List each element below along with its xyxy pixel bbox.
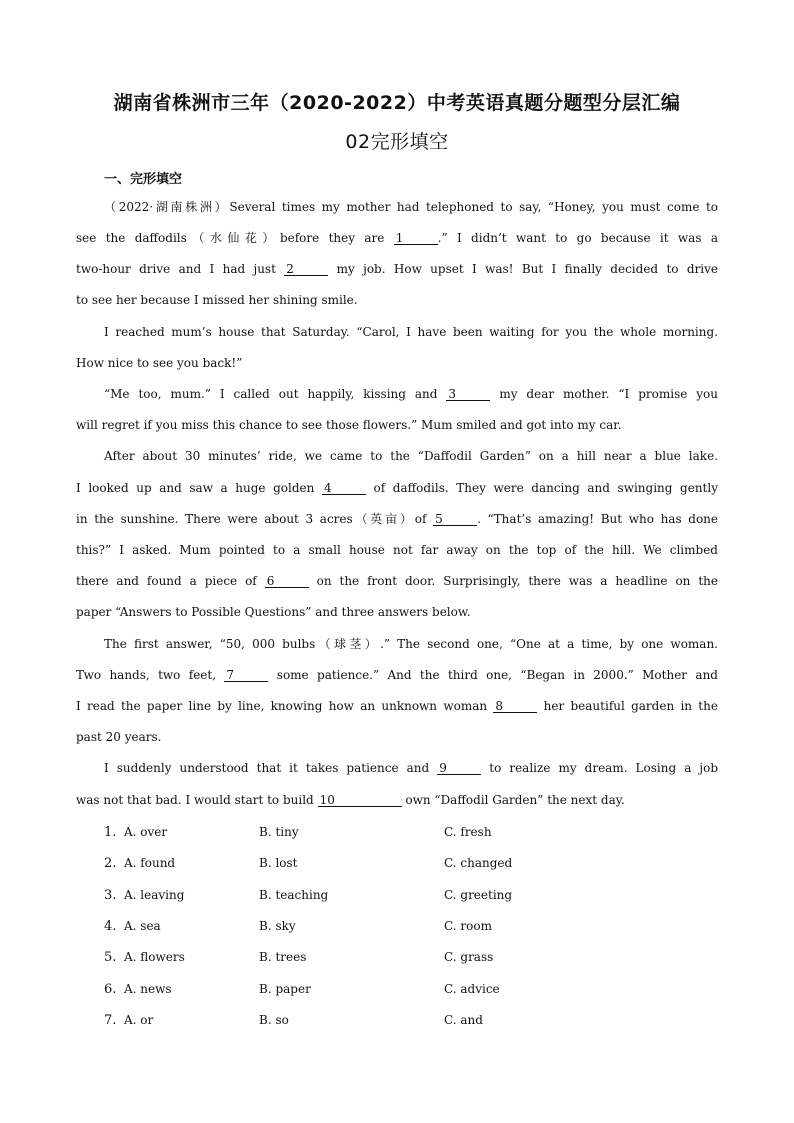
passage-line: （2022·湖南株洲）Several times my mother had telephoned to say, “Honey, you must come to (104, 200, 718, 214)
passage-line: How nice to see you back!” (76, 356, 243, 370)
question-number: 4. (104, 918, 117, 934)
blank-6: 6 (265, 575, 309, 588)
section-heading: 一、完形填空 (104, 172, 183, 187)
blank-8: 8 (493, 700, 537, 713)
option-c: C. changed (444, 856, 513, 871)
question-row (104, 825, 492, 840)
option-c: C. advice (444, 981, 500, 996)
passage-line: this?” I asked. Mum pointed to a small house not far away on the top of the hill. We climbed (76, 543, 718, 557)
blank-9: 9 (437, 762, 481, 775)
blank-1: 1 (394, 232, 438, 245)
passage-line: was not that bad. I would start to build 10 own “Daffodil Garden” the next day. (76, 793, 625, 807)
option-b: B. sky (259, 918, 296, 933)
blank-2: 2 (284, 263, 328, 276)
passage-line: past 20 years. (76, 730, 162, 744)
question-row (104, 981, 500, 997)
option-c: C. greeting (444, 887, 513, 902)
question-number: 5. (104, 950, 117, 966)
blank-4: 4 (322, 482, 366, 495)
passage-line: Two hands, two feet, 7 some patience.” And the third one, “Began in 2000.” Mother and (76, 668, 718, 682)
option-a: A. news (124, 981, 172, 996)
option-c: C. fresh (444, 825, 492, 839)
document-subtitle: 02完形填空 (345, 131, 449, 153)
passage-line: The first answer, “50, 000 bulbs（球茎）.” The second one, “One at a time, by one woman. (104, 637, 718, 651)
passage-line: I read the paper line by line, knowing how an unknown woman 8 her beautiful garden in the (76, 699, 718, 713)
option-b: B. trees (259, 950, 307, 965)
option-a: A. over (124, 825, 168, 839)
option-a: A. found (124, 856, 176, 871)
passage-line: I reached mum’s house that Saturday. “Carol, I have been waiting for you the whole morning. (104, 325, 718, 339)
question-row (104, 918, 492, 934)
passage-line: will regret if you miss this chance to see those flowers.” Mum smiled and got into my car. (76, 418, 622, 432)
question-number: 6. (104, 981, 117, 997)
option-b: B. teaching (259, 887, 329, 902)
passage-line: I suddenly understood that it takes patience and 9 to realize my dream. Losing a job (104, 761, 719, 775)
option-a: A. sea (124, 918, 161, 933)
passage-line: After about 30 minutes’ ride, we came to the “Daffodil Garden” on a hill near a blue lake. (104, 449, 718, 463)
blank-7: 7 (224, 669, 268, 682)
option-b: B. tiny (259, 825, 299, 839)
question-row (104, 950, 494, 966)
passage-line: see the daffodils（水仙花）before they are 1 .” I didn’t want to go because it was a (76, 231, 718, 245)
question-number: 3. (104, 887, 117, 903)
option-b: B. lost (259, 856, 298, 871)
passage-line: two-hour drive and I had just 2 my job. How upset I was! But I finally decided to drive (76, 262, 718, 276)
blank-3: 3 (446, 388, 490, 401)
question-row (104, 856, 513, 872)
question-number: 2. (104, 856, 117, 872)
option-b: B. paper (259, 981, 311, 996)
option-a: A. leaving (124, 887, 185, 902)
option-a: A. flowers (124, 950, 185, 965)
passage-line: in the sunshine. There were about 3 acres（英亩）of 5 . “That’s amazing! But who has done (76, 512, 718, 526)
passage-line: to see her because I missed her shining smile. (76, 293, 358, 307)
option-c: C. room (444, 918, 492, 933)
question-number: 7. (104, 1012, 117, 1028)
option-c: C. grass (444, 950, 494, 965)
blank-5: 5 (433, 513, 477, 526)
blank-10: 10 (318, 794, 402, 807)
question-row (104, 887, 513, 903)
option-c: C. and (444, 1012, 483, 1027)
passage-line: I looked up and saw a huge golden 4 of daffodils. They were dancing and swinging gently (76, 481, 718, 495)
question-number: 1. (104, 825, 117, 840)
passage-line: paper “Answers to Possible Questions” and three answers below. (76, 605, 471, 619)
passage-line: “Me too, mum.” I called out happily, kissing and 3 my dear mother. “I promise you (104, 387, 718, 401)
question-row (104, 1012, 483, 1028)
passage-line: there and found a piece of 6 on the front door. Surprisingly, there was a headline on the (76, 574, 718, 588)
document-title: 湖南省株洲市三年（2020-2022）中考英语真题分题型分层汇编 (113, 92, 681, 114)
option-b: B. so (259, 1012, 289, 1027)
option-a: A. or (124, 1012, 154, 1027)
